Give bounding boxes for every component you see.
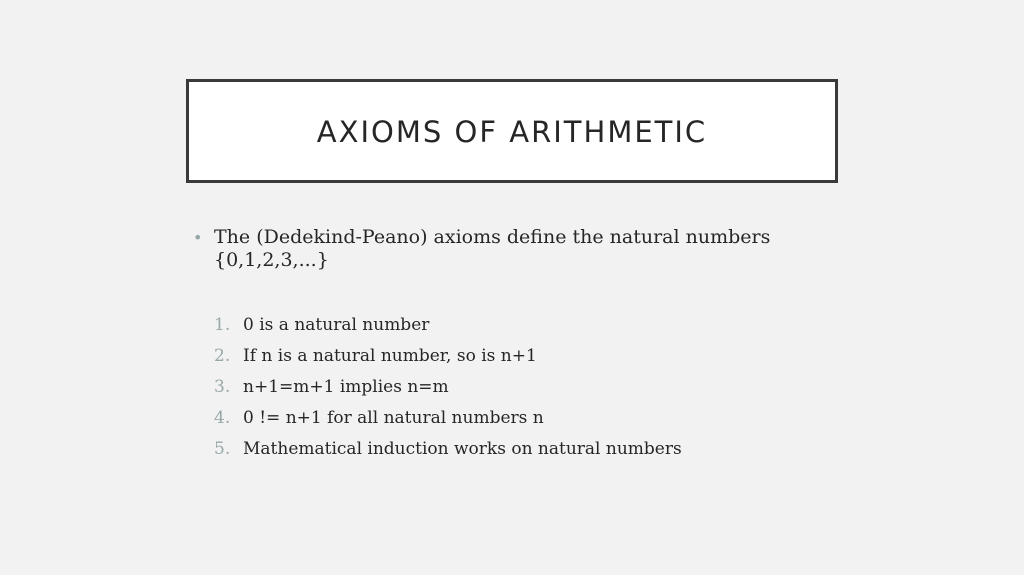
list-item-text: 0 != n+1 for all natural numbers n [243,408,544,428]
list-item-text: If n is a natural number, so is n+1 [243,346,537,366]
bullet-item [193,226,813,272]
list-item-number: 2. [214,346,231,366]
axiom-list [214,315,774,470]
list-item [214,346,774,377]
list-item-number: 3. [214,377,231,397]
slide-content [193,226,813,272]
list-item [214,315,774,346]
list-item [214,408,774,439]
list-item [214,377,774,408]
title-box [186,79,838,183]
list-item-number: 1. [214,315,231,335]
list-item-number: 4. [214,408,231,428]
list-item-text: Mathematical induction works on natural numbers [243,439,682,459]
list-item-text: 0 is a natural number [243,315,430,335]
bullet-dot-icon: • [193,228,203,247]
list-item-number: 5. [214,439,231,459]
list-item [214,439,774,470]
bullet-text: The (Dedekind-Peano) axioms define the natural numbers {0,1,2,3,...} [214,226,771,271]
slide-title: AXIOMS OF ARITHMETIC [316,115,708,149]
list-item-text: n+1=m+1 implies n=m [243,377,449,397]
